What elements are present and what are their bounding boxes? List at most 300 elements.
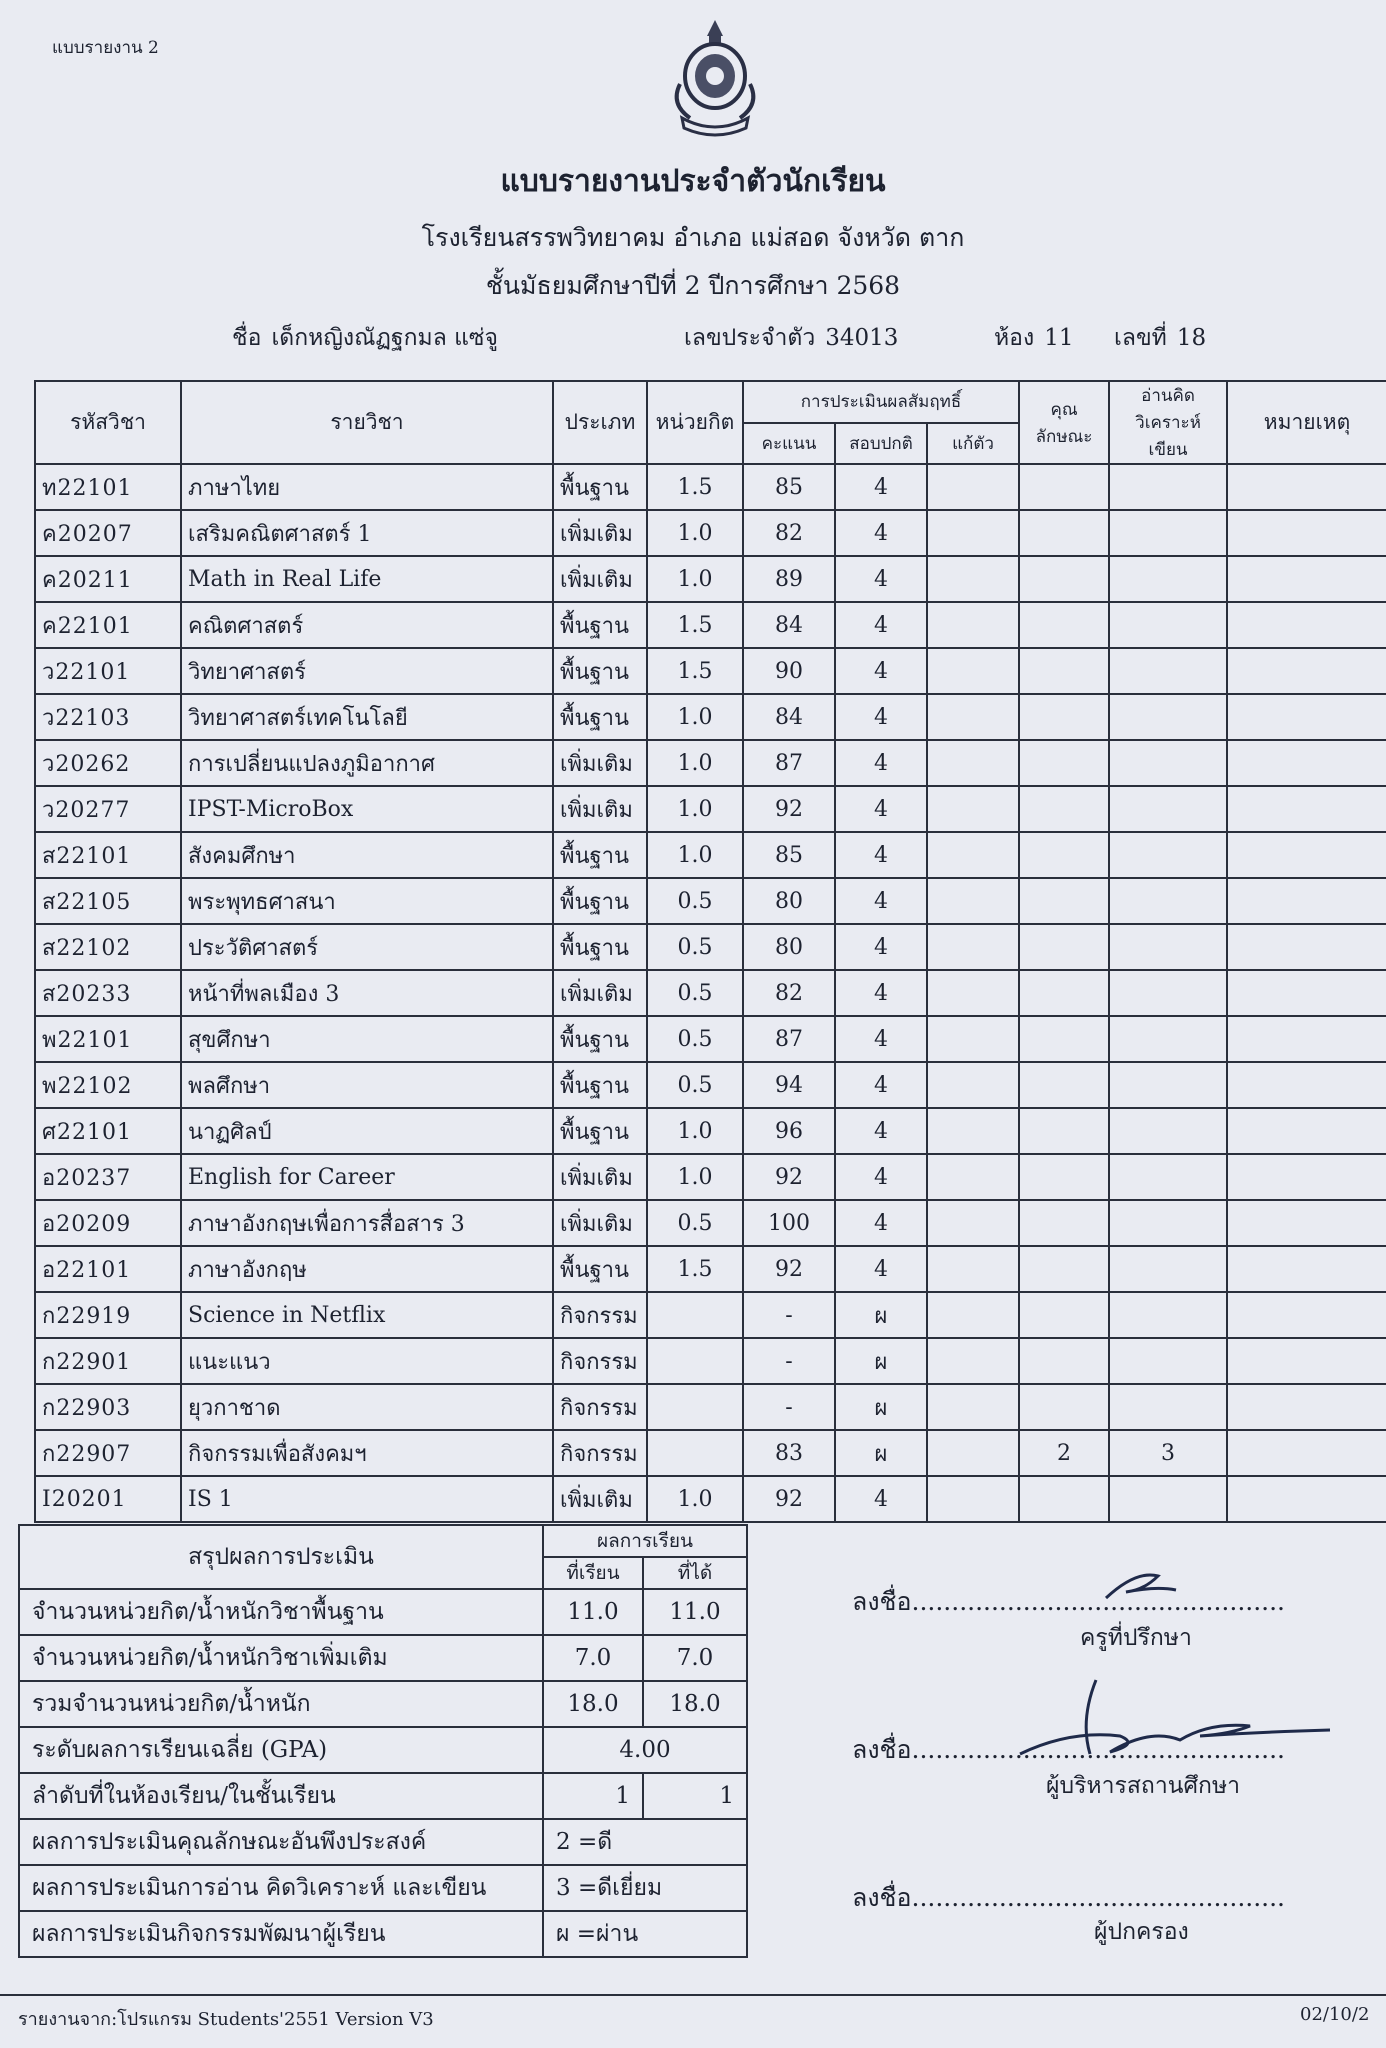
cell-character: [1019, 832, 1109, 878]
school-crest-logo: [660, 14, 770, 144]
table-row: [35, 1016, 1386, 1062]
cell-character: [1019, 648, 1109, 694]
cell-subject: พลศึกษา: [181, 1062, 553, 1108]
table-row: [35, 648, 1386, 694]
cell-credits: 1.0: [647, 1154, 743, 1200]
cell-type: เพิ่มเติม: [553, 1154, 647, 1200]
summary-col-enrolled: ที่เรียน: [543, 1557, 643, 1589]
cell-type: เพิ่มเติม: [553, 1200, 647, 1246]
cell-subject: ภาษาอังกฤษ: [181, 1246, 553, 1292]
director-role: ผู้บริหารสถานศึกษา: [1046, 1773, 1241, 1799]
cell-character: [1019, 694, 1109, 740]
cell-subject: IPST-MicroBox: [181, 786, 553, 832]
cell-credits: 1.0: [647, 786, 743, 832]
table-row: [35, 786, 1386, 832]
cell-character: [1019, 510, 1109, 556]
cell-remark: [1227, 464, 1386, 510]
table-row: [35, 970, 1386, 1016]
cell-retake: [927, 1292, 1019, 1338]
cell-character: [1019, 1062, 1109, 1108]
cell-code: อ20237: [35, 1154, 181, 1200]
cell-reading: [1109, 786, 1227, 832]
cell-type: กิจกรรม: [553, 1292, 647, 1338]
cell-credits: 0.5: [647, 970, 743, 1016]
cell-score: 87: [743, 740, 835, 786]
cell-code: ศ22101: [35, 1108, 181, 1154]
table-row: [35, 1200, 1386, 1246]
cell-remark: [1227, 740, 1386, 786]
cell-remark: [1227, 1016, 1386, 1062]
form-code: แบบรายงาน 2: [52, 38, 159, 58]
director-signature: [1000, 1670, 1340, 1760]
summary-enrolled: 11.0: [543, 1589, 643, 1635]
cell-remark: [1227, 1062, 1386, 1108]
summary-label: จำนวนหน่วยกิต/น้ำหนักวิชาเพิ่มเติม: [19, 1635, 543, 1681]
cell-character: [1019, 924, 1109, 970]
cell-character: [1019, 878, 1109, 924]
table-row: [35, 1062, 1386, 1108]
cell-credits: 1.0: [647, 1108, 743, 1154]
cell-score: 94: [743, 1062, 835, 1108]
summary-enrolled: 7.0: [543, 1635, 643, 1681]
cell-credits: [647, 1292, 743, 1338]
cell-reading: [1109, 832, 1227, 878]
cell-remark: [1227, 1476, 1386, 1522]
cell-type: พื้นฐาน: [553, 694, 647, 740]
cell-subject: หน้าที่พลเมือง 3: [181, 970, 553, 1016]
cell-grade: 4: [835, 602, 927, 648]
cell-code: ค20211: [35, 556, 181, 602]
cell-reading: [1109, 740, 1227, 786]
cell-grade: ผ: [835, 1430, 927, 1476]
cell-remark: [1227, 1430, 1386, 1476]
cell-subject: การเปลี่ยนแปลงภูมิอากาศ: [181, 740, 553, 786]
cell-credits: 1.0: [647, 832, 743, 878]
cell-subject: วิทยาศาสตร์: [181, 648, 553, 694]
table-row: [35, 1292, 1386, 1338]
cell-subject: ยุวกาชาด: [181, 1384, 553, 1430]
character-value: 2 =ดี: [543, 1819, 747, 1865]
header-credits: หน่วยกิต: [647, 381, 743, 464]
cell-code: I20201: [35, 1476, 181, 1522]
level-line: ชั้นมัธยมศึกษาปีที่ 2 ปีการศึกษา 2568: [485, 271, 901, 300]
table-row: [35, 1384, 1386, 1430]
table-row: [35, 510, 1386, 556]
cell-subject: ประวัติศาสตร์: [181, 924, 553, 970]
summary-label: รวมจำนวนหน่วยกิต/น้ำหนัก: [19, 1681, 543, 1727]
cell-grade: 4: [835, 878, 927, 924]
cell-subject: พระพุทธศาสนา: [181, 878, 553, 924]
cell-grade: 4: [835, 740, 927, 786]
cell-type: พื้นฐาน: [553, 1016, 647, 1062]
cell-credits: 1.5: [647, 1246, 743, 1292]
cell-subject: ภาษาอังกฤษเพื่อการสื่อสาร 3: [181, 1200, 553, 1246]
cell-grade: 4: [835, 1062, 927, 1108]
grade-rows: [35, 464, 1386, 1522]
cell-character: [1019, 786, 1109, 832]
cell-credits: 1.5: [647, 464, 743, 510]
character-label: ผลการประเมินคุณลักษณะอันพึงประสงค์: [19, 1819, 543, 1865]
cell-remark: [1227, 1200, 1386, 1246]
summary-label: จำนวนหน่วยกิต/น้ำหนักวิชาพื้นฐาน: [19, 1589, 543, 1635]
cell-character: [1019, 1016, 1109, 1062]
table-row: [35, 740, 1386, 786]
cell-reading: [1109, 1108, 1227, 1154]
cell-subject: Science in Netflix: [181, 1292, 553, 1338]
cell-grade: 4: [835, 556, 927, 602]
advisor-signature: [1096, 1560, 1186, 1610]
cell-reading: [1109, 970, 1227, 1016]
footer-rule: [0, 1994, 1386, 1996]
cell-remark: [1227, 1246, 1386, 1292]
cell-credits: 1.0: [647, 740, 743, 786]
cell-retake: [927, 878, 1019, 924]
cell-character: [1019, 464, 1109, 510]
cell-retake: [927, 970, 1019, 1016]
school-line: โรงเรียนสรรพวิทยาคม อำเภอ แม่สอด จังหวัด ตาก: [421, 223, 965, 252]
header-code: รหัสวิชา: [35, 381, 181, 464]
cell-reading: [1109, 1384, 1227, 1430]
cell-type: พื้นฐาน: [553, 464, 647, 510]
cell-reading: [1109, 1200, 1227, 1246]
summary-row: [19, 1589, 747, 1635]
summary-enrolled: 18.0: [543, 1681, 643, 1727]
cell-type: พื้นฐาน: [553, 878, 647, 924]
cell-code: อ20209: [35, 1200, 181, 1246]
cell-score: 80: [743, 878, 835, 924]
cell-grade: 4: [835, 1154, 927, 1200]
cell-credits: 1.0: [647, 1476, 743, 1522]
cell-score: 85: [743, 832, 835, 878]
cell-type: เพิ่มเติม: [553, 556, 647, 602]
cell-retake: [927, 556, 1019, 602]
cell-credits: 0.5: [647, 924, 743, 970]
cell-remark: [1227, 1338, 1386, 1384]
cell-credits: 0.5: [647, 1200, 743, 1246]
cell-grade: ผ: [835, 1384, 927, 1430]
cell-grade: 4: [835, 1108, 927, 1154]
cell-character: [1019, 1338, 1109, 1384]
cell-retake: [927, 1338, 1019, 1384]
summary-table: [18, 1524, 748, 1958]
cell-subject: กิจกรรมเพื่อสังคมฯ: [181, 1430, 553, 1476]
cell-score: 82: [743, 970, 835, 1016]
summary-earned: 11.0: [643, 1589, 747, 1635]
table-row: [35, 924, 1386, 970]
cell-code: พ22101: [35, 1016, 181, 1062]
gpa-value: 4.00: [543, 1727, 747, 1773]
cell-subject: สุขศึกษา: [181, 1016, 553, 1062]
cell-retake: [927, 1154, 1019, 1200]
report-title: แบบรายงานประจำตัวนักเรียน: [500, 164, 886, 199]
parent-role: ผู้ปกครอง: [1094, 1919, 1189, 1945]
cell-reading: [1109, 510, 1227, 556]
cell-reading: [1109, 1246, 1227, 1292]
cell-retake: [927, 1384, 1019, 1430]
cell-grade: 4: [835, 1246, 927, 1292]
parent-sign-line: ลงชื่อ...............................................: [852, 1883, 1286, 1912]
cell-code: อ22101: [35, 1246, 181, 1292]
cell-retake: [927, 1246, 1019, 1292]
cell-credits: [647, 1338, 743, 1384]
cell-type: เพิ่มเติม: [553, 510, 647, 556]
cell-retake: [927, 1062, 1019, 1108]
header-subject: รายวิชา: [181, 381, 553, 464]
cell-subject: IS 1: [181, 1476, 553, 1522]
cell-score: 100: [743, 1200, 835, 1246]
cell-score: 96: [743, 1108, 835, 1154]
cell-character: [1019, 1154, 1109, 1200]
cell-credits: 1.0: [647, 510, 743, 556]
cell-subject: วิทยาศาสตร์เทคโนโลยี: [181, 694, 553, 740]
cell-code: ส22101: [35, 832, 181, 878]
cell-score: 92: [743, 1476, 835, 1522]
cell-retake: [927, 648, 1019, 694]
cell-type: พื้นฐาน: [553, 602, 647, 648]
cell-score: -: [743, 1384, 835, 1430]
cell-grade: 4: [835, 510, 927, 556]
cell-retake: [927, 924, 1019, 970]
cell-retake: [927, 694, 1019, 740]
cell-character: 2: [1019, 1430, 1109, 1476]
cell-reading: [1109, 1476, 1227, 1522]
cell-retake: [927, 510, 1019, 556]
character-row: [19, 1819, 747, 1865]
cell-character: [1019, 970, 1109, 1016]
cell-code: ส20233: [35, 970, 181, 1016]
cell-remark: [1227, 786, 1386, 832]
activity-value: ผ =ผ่าน: [543, 1911, 747, 1957]
table-row: [35, 602, 1386, 648]
cell-remark: [1227, 1292, 1386, 1338]
table-row: [35, 694, 1386, 740]
header-character: คุณ ลักษณะ: [1019, 381, 1109, 464]
cell-retake: [927, 602, 1019, 648]
cell-remark: [1227, 924, 1386, 970]
cell-type: พื้นฐาน: [553, 1246, 647, 1292]
summary-earned: 7.0: [643, 1635, 747, 1681]
header-retake: แก้ตัว: [927, 423, 1019, 465]
table-row: [35, 464, 1386, 510]
cell-grade: ผ: [835, 1338, 927, 1384]
cell-score: 83: [743, 1430, 835, 1476]
cell-code: ว20277: [35, 786, 181, 832]
cell-type: กิจกรรม: [553, 1430, 647, 1476]
header-score: คะแนน: [743, 423, 835, 465]
cell-type: เพิ่มเติม: [553, 970, 647, 1016]
table-row: [35, 878, 1386, 924]
activity-row: [19, 1911, 747, 1957]
cell-reading: [1109, 648, 1227, 694]
cell-subject: นาฏศิลป์: [181, 1108, 553, 1154]
cell-code: ส22102: [35, 924, 181, 970]
cell-score: -: [743, 1292, 835, 1338]
cell-code: ก22919: [35, 1292, 181, 1338]
cell-character: [1019, 1384, 1109, 1430]
rank-room: 1: [543, 1773, 643, 1819]
cell-type: พื้นฐาน: [553, 924, 647, 970]
cell-score: 92: [743, 1154, 835, 1200]
cell-code: ส22105: [35, 878, 181, 924]
cell-code: ว22103: [35, 694, 181, 740]
cell-score: 90: [743, 648, 835, 694]
cell-character: [1019, 740, 1109, 786]
header-remark: หมายเหตุ: [1227, 381, 1386, 464]
cell-reading: [1109, 1062, 1227, 1108]
cell-score: 84: [743, 694, 835, 740]
cell-character: [1019, 1246, 1109, 1292]
cell-reading: [1109, 924, 1227, 970]
cell-type: พื้นฐาน: [553, 832, 647, 878]
cell-credits: 1.0: [647, 694, 743, 740]
cell-grade: 4: [835, 832, 927, 878]
cell-reading: [1109, 1154, 1227, 1200]
cell-subject: สังคมศึกษา: [181, 832, 553, 878]
cell-reading: [1109, 464, 1227, 510]
cell-grade: 4: [835, 694, 927, 740]
cell-code: ก22901: [35, 1338, 181, 1384]
reading-label: ผลการประเมินการอ่าน คิดวิเคราะห์ และเขียน: [19, 1865, 543, 1911]
cell-code: ว22101: [35, 648, 181, 694]
director-sign-line: ลงชื่อ...............................................: [852, 1735, 1286, 1764]
cell-remark: [1227, 878, 1386, 924]
cell-grade: 4: [835, 786, 927, 832]
cell-code: ค22101: [35, 602, 181, 648]
cell-character: [1019, 1292, 1109, 1338]
student-id: เลขประจำตัว 34013: [684, 325, 899, 351]
cell-subject: เสริมคณิตศาสตร์ 1: [181, 510, 553, 556]
cell-reading: [1109, 694, 1227, 740]
cell-type: เพิ่มเติม: [553, 786, 647, 832]
cell-score: 92: [743, 1246, 835, 1292]
cell-credits: 1.5: [647, 602, 743, 648]
cell-grade: 4: [835, 1200, 927, 1246]
cell-grade: 4: [835, 1476, 927, 1522]
header-reading: อ่านคิด วิเคราะห์เขียน: [1109, 381, 1227, 464]
cell-score: 82: [743, 510, 835, 556]
cell-type: พื้นฐาน: [553, 1062, 647, 1108]
advisor-role: ครูที่ปรึกษา: [1080, 1625, 1192, 1651]
cell-grade: ผ: [835, 1292, 927, 1338]
summary-result-header: ผลการเรียน: [543, 1525, 747, 1557]
cell-remark: [1227, 832, 1386, 878]
cell-type: กิจกรรม: [553, 1338, 647, 1384]
cell-code: ว20262: [35, 740, 181, 786]
summary-col-earned: ที่ได้: [643, 1557, 747, 1589]
cell-remark: [1227, 510, 1386, 556]
cell-reading: 3: [1109, 1430, 1227, 1476]
cell-retake: [927, 1200, 1019, 1246]
cell-credits: 1.5: [647, 648, 743, 694]
cell-credits: 0.5: [647, 1016, 743, 1062]
table-row: [35, 1108, 1386, 1154]
cell-retake: [927, 740, 1019, 786]
cell-character: [1019, 602, 1109, 648]
cell-retake: [927, 1476, 1019, 1522]
cell-subject: English for Career: [181, 1154, 553, 1200]
cell-code: ก22907: [35, 1430, 181, 1476]
summary-title: สรุปผลการประเมิน: [19, 1525, 543, 1589]
cell-reading: [1109, 1338, 1227, 1384]
cell-remark: [1227, 1154, 1386, 1200]
cell-reading: [1109, 556, 1227, 602]
footer-source: รายงานจาก:โปรแกรม Students'2551 Version V3: [18, 2009, 434, 2030]
cell-score: 80: [743, 924, 835, 970]
cell-character: [1019, 1476, 1109, 1522]
rank-class: 1: [643, 1773, 747, 1819]
cell-remark: [1227, 970, 1386, 1016]
cell-grade: 4: [835, 924, 927, 970]
header-grade: สอบปกติ: [835, 423, 927, 465]
cell-reading: [1109, 878, 1227, 924]
cell-code: ค20207: [35, 510, 181, 556]
cell-remark: [1227, 1108, 1386, 1154]
cell-character: [1019, 1200, 1109, 1246]
cell-score: 84: [743, 602, 835, 648]
summary-row: [19, 1635, 747, 1681]
reading-value: 3 =ดีเยี่ยม: [543, 1865, 747, 1911]
cell-score: -: [743, 1338, 835, 1384]
cell-code: ก22903: [35, 1384, 181, 1430]
cell-remark: [1227, 1384, 1386, 1430]
cell-reading: [1109, 1016, 1227, 1062]
cell-type: เพิ่มเติม: [553, 1476, 647, 1522]
student-name: ชื่อ เด็กหญิงณัฏฐกมล แซ่จู: [232, 325, 499, 351]
reading-row: [19, 1865, 747, 1911]
table-row: [35, 1246, 1386, 1292]
cell-credits: 0.5: [647, 878, 743, 924]
cell-type: เพิ่มเติม: [553, 740, 647, 786]
cell-credits: [647, 1430, 743, 1476]
gpa-row: [19, 1727, 747, 1773]
cell-remark: [1227, 648, 1386, 694]
table-row: [35, 1154, 1386, 1200]
cell-credits: [647, 1384, 743, 1430]
cell-credits: 0.5: [647, 1062, 743, 1108]
table-row: [35, 556, 1386, 602]
summary-earned: 18.0: [643, 1681, 747, 1727]
cell-retake: [927, 1430, 1019, 1476]
cell-subject: แนะแนว: [181, 1338, 553, 1384]
footer-date: 02/10/2: [1300, 2004, 1370, 2025]
student-room: ห้อง 11: [994, 325, 1074, 351]
cell-retake: [927, 832, 1019, 878]
cell-reading: [1109, 602, 1227, 648]
cell-retake: [927, 786, 1019, 832]
grades-table: [34, 380, 1386, 1523]
cell-remark: [1227, 694, 1386, 740]
cell-type: กิจกรรม: [553, 1384, 647, 1430]
table-row: [35, 832, 1386, 878]
cell-subject: Math in Real Life: [181, 556, 553, 602]
cell-type: พื้นฐาน: [553, 1108, 647, 1154]
cell-retake: [927, 464, 1019, 510]
activity-label: ผลการประเมินกิจกรรมพัฒนาผู้เรียน: [19, 1911, 543, 1957]
gpa-label: ระดับผลการเรียนเฉลี่ย (GPA): [19, 1727, 543, 1773]
cell-remark: [1227, 556, 1386, 602]
cell-type: พื้นฐาน: [553, 648, 647, 694]
cell-credits: 1.0: [647, 556, 743, 602]
cell-code: ท22101: [35, 464, 181, 510]
cell-grade: 4: [835, 1016, 927, 1062]
cell-grade: 4: [835, 648, 927, 694]
cell-reading: [1109, 1292, 1227, 1338]
cell-retake: [927, 1016, 1019, 1062]
rank-label: ลำดับที่ในห้องเรียน/ในชั้นเรียน: [19, 1773, 543, 1819]
table-row: [35, 1430, 1386, 1476]
table-row: [35, 1338, 1386, 1384]
summary-row: [19, 1681, 747, 1727]
